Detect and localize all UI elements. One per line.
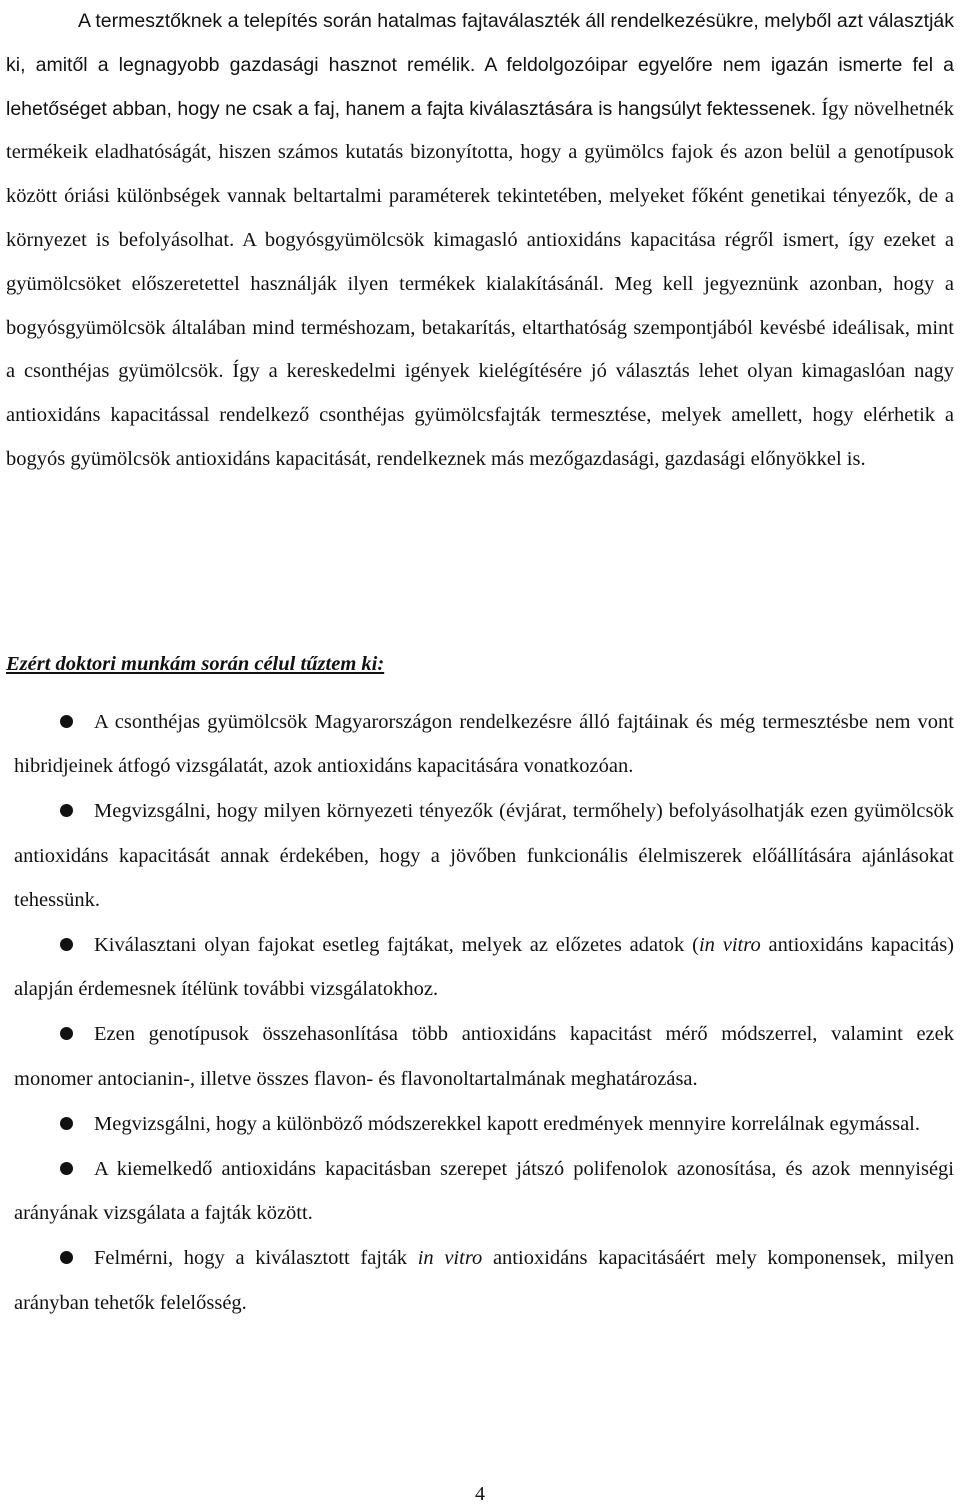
- goal-text-before: Kiválasztani olyan fajokat esetleg fajtákat, melyek az előzetes adatok (: [94, 934, 699, 957]
- page-number: 4: [475, 1483, 485, 1505]
- bullet-icon: [60, 938, 73, 951]
- bullet-icon: [60, 715, 73, 728]
- list-item: [14, 700, 954, 788]
- goal-text: Ezen genotípusok összehasonlítása több antioxidáns kapacitást mérő módszerrel, valamint ezek monomer antocianin-, illetve összes flavon- és flavonoltartalmának meghatározása.: [14, 1023, 954, 1090]
- intro-paragraph: [6, 0, 954, 482]
- list-item: [14, 1236, 954, 1324]
- bullet-icon: [60, 1251, 73, 1264]
- intro-lead-text: A termesztőknek a telepítés során hatalmas fajtaválaszték áll rendelkezésükre, melyből azt választják ki, amitől a legnagyobb gazdasági hasznot remélik. A feldolgozóipar egyelőre nem igazán ismerte fel a lehetőséget abban, hogy ne csak a faj, hanem a fajta kiválasztására is hangsúlyt fektessenek.: [6, 10, 954, 120]
- list-item: [14, 789, 954, 922]
- goals-list: [14, 700, 954, 1326]
- goal-text: Megvizsgálni, hogy milyen környezeti tényezők (évjárat, termőhely) befolyásolhatják ezen gyümölcsök antioxidáns kapacitását annak érdekében, hogy a jövőben funkcionális élelmiszerek előállítására ajánlásokat tehessünk.: [14, 800, 954, 911]
- list-item: [14, 923, 954, 1011]
- document-page: [6, 0, 954, 482]
- goal-text: Megvizsgálni, hogy a különböző módszerekkel kapott eredmények mennyire korrelálnak egymással.: [94, 1112, 921, 1135]
- bullet-icon: [60, 1162, 73, 1175]
- intro-body-text: Így növelhetnék termékeik eladhatóságát, hiszen számos kutatás bizonyította, hogy a gyümölcs fajok és azon belül a genotípusok között óriási különbségek vannak beltartalmi paraméterek tekintetében, melyeket főként genetikai tényezők, de a környezet is befolyásolhat. A bogyósgyümölcsök kimagasló antioxidáns kapacitása régről ismert, így ezeket a gyümölcsöket előszeretettel használják ilyen termékek kialakításánál. Meg kell jegyeznünk azonban, hogy a bogyósgyümölcsök általában mind terméshozam, betakarítás, eltarthatóság szempontjából kevésbé ideálisak, mint a csonthéjas gyümölcsök. Így a kereskedelmi igények kielégítésére jó választás lehet olyan kimagaslóan nagy antioxidáns kapacitással rendelkező csonthéjas gyümölcsfajták termesztése, melyek amellett, hogy elérhetik a bogyós gyümölcsök antioxidáns kapacitását, rendelkeznek más mezőgazdasági, gazdasági előnyökkel is.: [6, 97, 955, 470]
- list-item: [14, 1012, 954, 1100]
- goal-text-after: antioxidáns kapacitás) alapján érdemesnek ítélünk további vizsgálatokhoz.: [14, 934, 954, 1001]
- list-item: [14, 1102, 954, 1146]
- goal-text-italic: in vitro: [417, 1247, 483, 1270]
- goal-text-after: antioxidáns kapacitásáért mely komponensek, milyen arányban tehetők felelősség.: [14, 1247, 955, 1314]
- goal-text: A kiemelkedő antioxidáns kapacitásban szerepet játszó polifenolok azonosítása, és azok mennyiségi arányának vizsgálata a fajták között.: [14, 1158, 954, 1225]
- goal-text-italic: in vitro: [698, 934, 761, 957]
- bullet-icon: [60, 804, 73, 817]
- list-item: [14, 1147, 954, 1235]
- bullet-icon: [60, 1117, 73, 1130]
- goal-text-before: Felmérni, hogy a kiválasztott fajták: [94, 1247, 418, 1270]
- bullet-icon: [60, 1027, 73, 1040]
- goal-text: A csonthéjas gyümölcsök Magyarországon rendelkezésre álló fajtáinak és még termesztésbe nem vont hibridjeinek átfogó vizsgálatát, azok antioxidáns kapacitására vonatkozóan.: [14, 711, 954, 778]
- goals-heading: Ezért doktori munkám során célul tűztem ki:: [6, 653, 385, 675]
